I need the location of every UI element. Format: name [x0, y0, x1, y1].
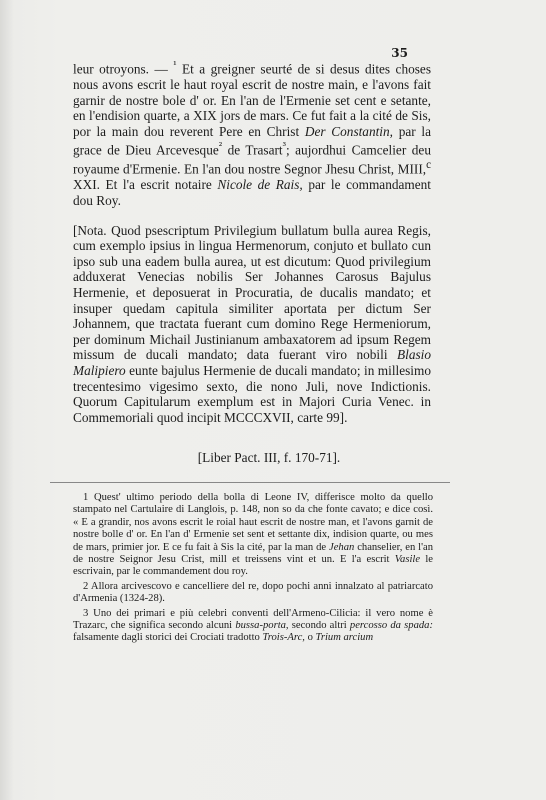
footnote-1: 1 Quest' ultimo periodo della bolla di Leone IV, differisce molto da quello stampato nel Cartulaire di Langlois, p. 148, non so da che fonte cavato; e dice così. « E a grandir, nos avons escrit le roial haut escrit de nostre man, et l'avons garnit de nostre bolle d' or. En l'an d' Ermenie set sent et settante dix, indision quarte, ou mes de mars, primier jor. E ce fu fait à Sis la cité, par la man de Jehan chanselier, en l'an de nostre Seignor Jesu Crist, mill et treissens vint et un. E l'a escrit Vasile le escrivain, par le commandement dou roy. — [73, 492, 434, 578]
footnote-ref-2: ² — [218, 140, 223, 153]
footnote-2: 2 Allora arcivescovo e cancelliere del re, dopo pochi anni innalzato al patriarcato d'Armenia (1324-28). — [73, 580, 433, 605]
footnote-ref-1: ¹ — [173, 59, 177, 71]
page-number: 35 — [391, 46, 408, 60]
footnote-ref-3: ³ — [282, 140, 286, 153]
footnote-divider — [50, 482, 450, 483]
charter-paragraph: leur otroyons. — $^{^1}$ Et a greigner seurté de si desus dites choses nous avons escrit le haut royal escrit de nostre main, e l'avons fait garnir de nostre bole d' or. En l'an de l'Ermenie set cent e setante, en l'endision quarte, a XIX jors de mars. Ce fut fait a la cité de Sis, por la main dou reverent Pere en Christ Der Constantin, par la grace de Dieu Arcevesque$^{^2}$ de Trasart$^{^3}$; aujordhui Camcelier deu royaume d'Ermenie. En l'an dou nostre Segnor Jhesu Christ, MIII,$^c$ XXI. Et l'a escrit notaire Nicole de Rais, par le commandament dou Roy. — [73, 59, 432, 209]
nota-paragraph: [Nota. Quod psescriptum Privilegium bullatum bulla aurea Regis, cum exemplo ipsius in lingua Hermenorum, conjuto et bullato cun ipso sub una eadem bulla aurea, ut est dicutum: Quod privilegium adduxerat Venecias nobilis Ser Johannes Carosus Bajulus Hermenie, et deposuerat in Procuratia, de ducalis mandato; et insuper quedam capitula similiter aportata per dictum Ser Johannem, que tractata fuerant cum domino Rege Hermeniorum, per dominum Michail Justinianum ambaxatorem ad ipsum Regem missum de ducali mandato; data fuerant viro nobili Blasio Malipiero eunte bajulus Hermenie de ducali mandato; in millesimo trecentesimo vigesimo sexto, die nono Juli, nove Indictionis. Quorum Capitularum exemplum est in Majori Curia Venec. in Commemoriali quod incipit MCCCXVII, carte 99]. — [73, 222, 431, 425]
footnotes — [73, 492, 433, 647]
main-text — [73, 58, 431, 425]
source-citation: [Liber Pact. III, f. 170-71]. — [197, 450, 341, 465]
footnote-3: 3 Uno dei primari e più celebri conventi dell'Armeno-Cilicia: il vero nome è Trazarc, che significa secondo alcuni bussa-porta, secondo altri percosso da spada: falsamente dagli storici dei Crociati tradotto Trois-Arc, o Trium arcium — [73, 607, 433, 644]
